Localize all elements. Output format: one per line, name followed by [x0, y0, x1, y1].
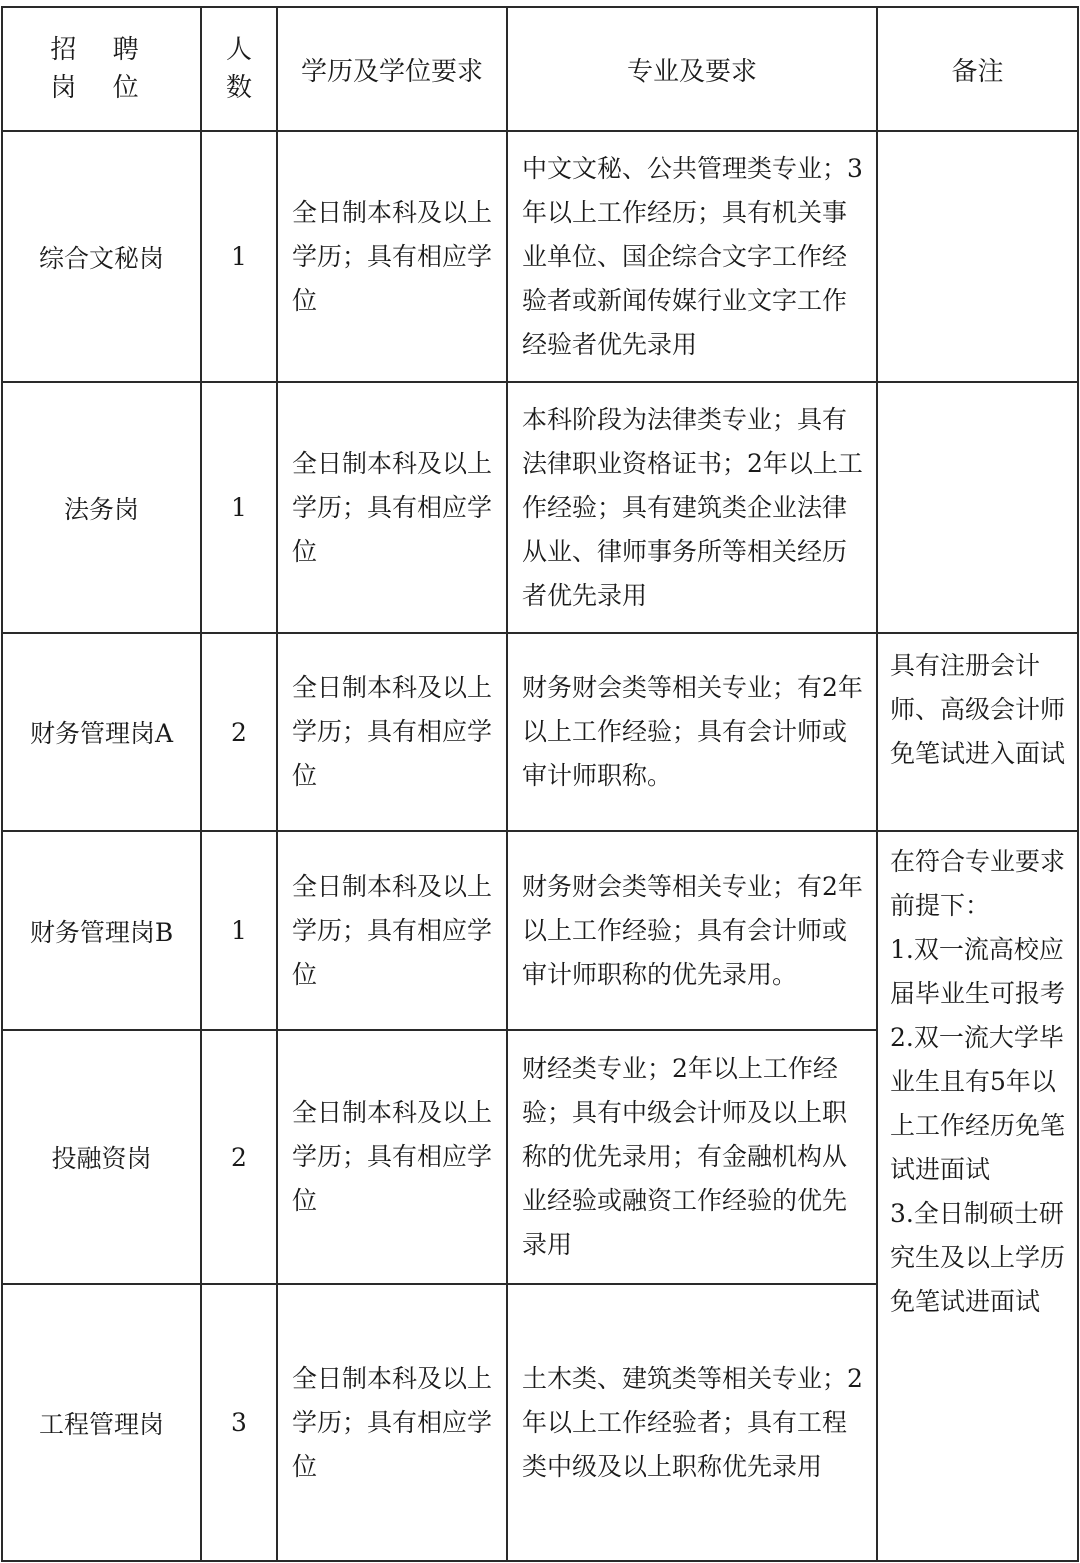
major-cell: 本科阶段为法律类专业；具有法律职业资格证书；2年以上工作经验；具有建筑类企业法律从业、律师事务所等相关经历者优先录用 — [507, 382, 877, 633]
major-cell: 中文文秘、公共管理类专业；3年以上工作经历；具有机关事业单位、国企综合文字工作经验者或新闻传媒行业文字工作经验者优先录用 — [507, 131, 877, 382]
header-education: 学历及学位要求 — [277, 7, 507, 131]
education-cell: 全日制本科及以上学历；具有相应学位 — [277, 633, 507, 831]
recruitment-table — [1, 6, 1079, 1562]
merged-remark-cell — [877, 831, 1078, 1561]
count-cell: 2 — [201, 633, 277, 831]
major-cell: 财务财会类等相关专业；有2年以上工作经验；具有会计师或审计师职称。 — [507, 633, 877, 831]
header-major: 专业及要求 — [507, 7, 877, 131]
remark-item-1: 1.双一流高校应届毕业生可报考 — [890, 935, 1066, 1008]
education-cell: 全日制本科及以上学历；具有相应学位 — [277, 131, 507, 382]
position-cell: 工程管理岗 — [2, 1284, 201, 1561]
position-cell: 财务管理岗B — [2, 831, 201, 1030]
education-cell: 全日制本科及以上学历；具有相应学位 — [277, 1284, 507, 1561]
education-cell: 全日制本科及以上学历；具有相应学位 — [277, 831, 507, 1030]
remark-item-2: 2.双一流大学毕业生且有5年以上工作经历免笔试进面试 — [890, 1023, 1066, 1184]
major-cell: 财经类专业；2年以上工作经验；具有中级会计师及以上职称的优先录用；有金融机构从业经验或融资工作经验的优先录用 — [507, 1030, 877, 1284]
table-row — [2, 131, 1078, 382]
education-cell: 全日制本科及以上学历；具有相应学位 — [277, 382, 507, 633]
position-cell: 投融资岗 — [2, 1030, 201, 1284]
header-count — [201, 7, 277, 131]
major-cell: 财务财会类等相关专业；有2年以上工作经验；具有会计师或审计师职称的优先录用。 — [507, 831, 877, 1030]
remark-item-3: 3.全日制硕士研究生及以上学历免笔试进面试 — [890, 1199, 1066, 1316]
count-cell: 2 — [201, 1030, 277, 1284]
education-cell: 全日制本科及以上学历；具有相应学位 — [277, 1030, 507, 1284]
position-cell: 法务岗 — [2, 382, 201, 633]
position-cell: 财务管理岗A — [2, 633, 201, 831]
header-count-line-1: 人 — [225, 35, 252, 65]
position-cell: 综合文秘岗 — [2, 131, 201, 382]
table-row — [2, 633, 1078, 831]
count-cell: 3 — [201, 1284, 277, 1561]
table-row — [2, 382, 1078, 633]
remark-intro: 在符合专业要求前提下： — [890, 847, 1066, 920]
major-cell: 土木类、建筑类等相关专业；2年以上工作经验者；具有工程类中级及以上职称优先录用 — [507, 1284, 877, 1561]
table-row — [2, 831, 1078, 1030]
count-cell: 1 — [201, 131, 277, 382]
header-count-line-2: 数 — [225, 73, 252, 103]
count-cell: 1 — [201, 831, 277, 1030]
remark-cell: 具有注册会计师、高级会计师免笔试进入面试 — [877, 633, 1078, 831]
count-cell: 1 — [201, 382, 277, 633]
header-remark: 备注 — [877, 7, 1078, 131]
remark-cell — [877, 382, 1078, 633]
header-position — [2, 7, 201, 131]
header-position-line-2: 岗 位 — [50, 73, 153, 103]
header-position-line-1: 招 聘 — [50, 35, 153, 65]
header-row — [2, 7, 1078, 131]
remark-cell — [877, 131, 1078, 382]
